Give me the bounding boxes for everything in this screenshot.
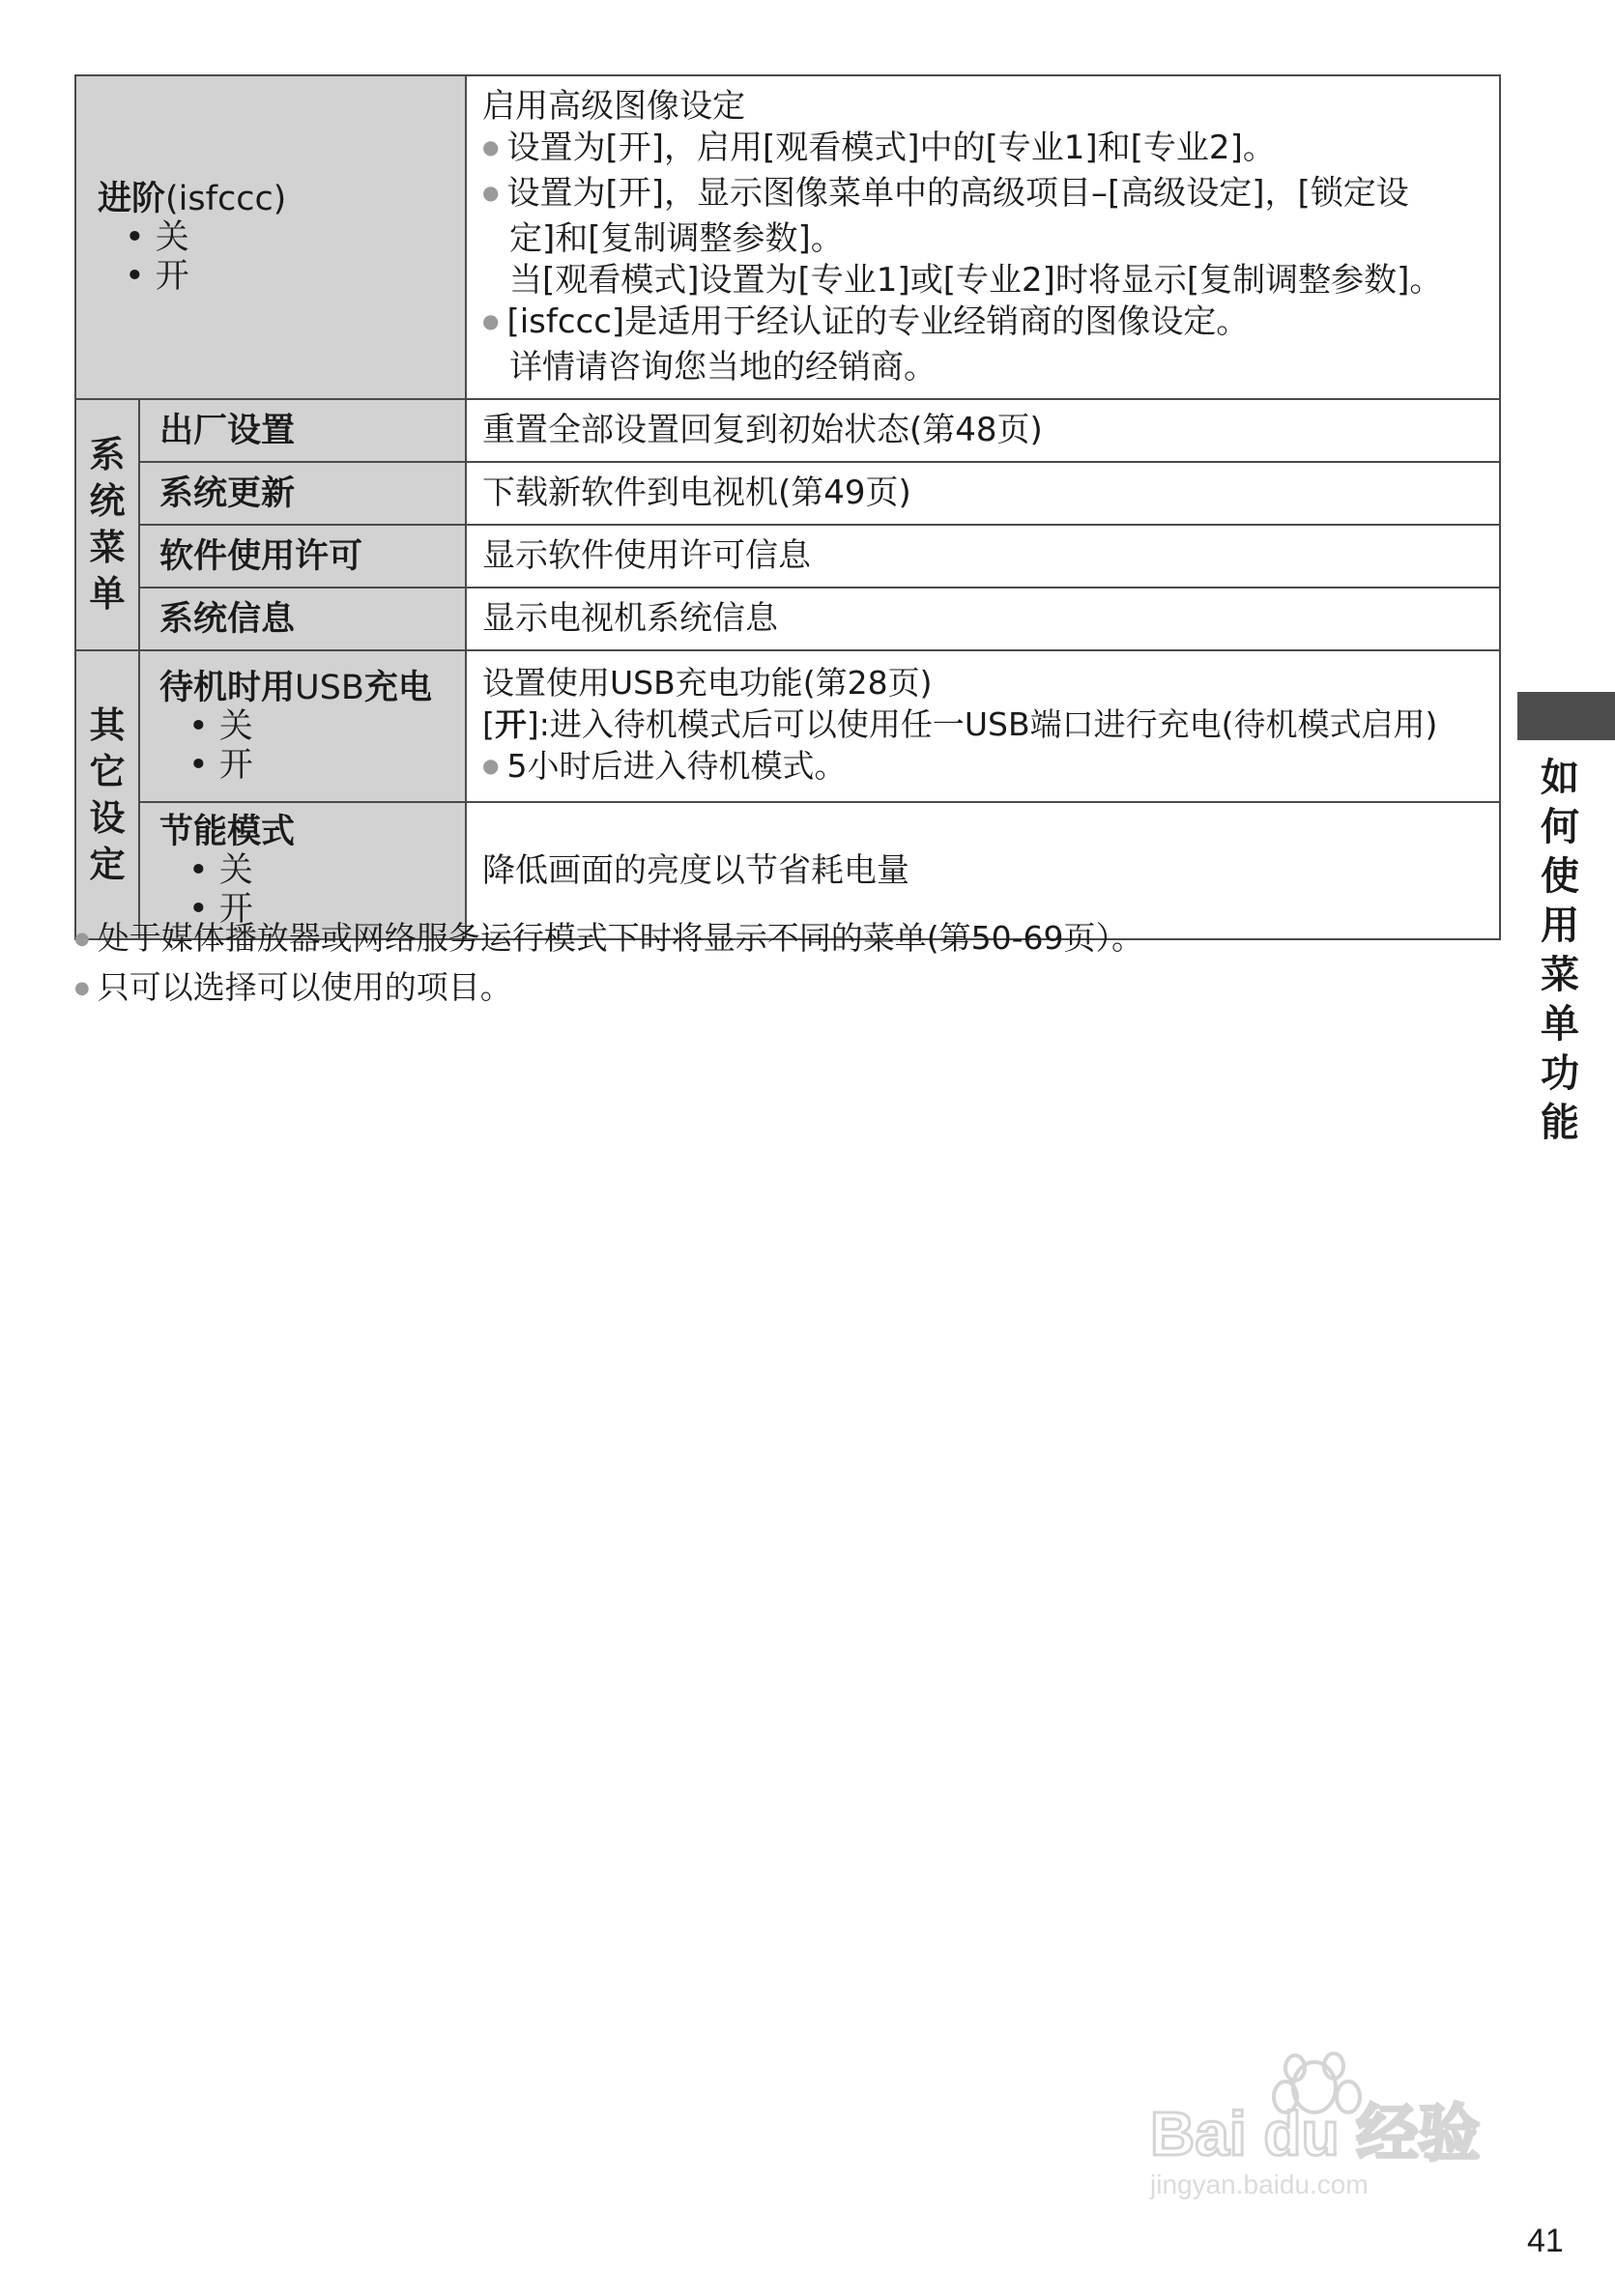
advanced-name-bold: 进阶	[98, 179, 166, 218]
usb-charge-desc-cell	[466, 650, 1500, 802]
advanced-option-on: • 开	[96, 257, 446, 296]
footnote-2: ● 只可以选择可以使用的项目。	[74, 965, 1143, 1015]
watermark-brand: Bai du 经验	[1150, 2099, 1481, 2168]
usb-charge-desc-line-2: [开]:进入待机模式后可以使用任一USB端口进行充电(待机模式启用)	[482, 704, 1438, 743]
advanced-desc-title: 启用高级图像设定	[482, 87, 745, 126]
usb-charge-desc-line-1: 设置使用USB充电功能(第28页)	[482, 663, 933, 702]
advanced-desc-bullet-1: ● 设置为[开]，启用[观看模式]中的[专业1]和[专业2]。	[482, 128, 1484, 173]
side-section-label: 如 何 使 用 菜 单 功 能	[1541, 756, 1579, 1145]
advanced-desc-bullet-2: ● 设置为[开]，显示图像菜单中的高级项目–[高级设定]，[锁定设	[482, 173, 1484, 218]
footnote-1: ● 处于媒体播放器或网络服务运行模式下时将显示不同的菜单(第50-69页）。	[74, 916, 1143, 965]
usb-charge-option-on: • 开	[159, 746, 446, 785]
advanced-desc-bullet-3-cont: 详情请咨询您当地的经销商。	[509, 348, 937, 387]
factory-reset-desc: 重置全部设置回复到初始状态(第48页)	[466, 399, 1500, 462]
advanced-item-name	[96, 180, 446, 218]
usb-charge-item-cell	[139, 650, 466, 802]
eco-mode-option-off: • 关	[159, 851, 446, 890]
eco-mode-option-on: • 开	[159, 890, 446, 929]
eco-mode-desc: 降低画面的亮度以节省耗电量	[466, 802, 1500, 939]
side-tab-marker	[1517, 692, 1615, 740]
menu-table	[74, 74, 1501, 940]
table-row-software-license	[75, 525, 1500, 588]
page-number: 41	[1527, 2223, 1564, 2259]
advanced-item-cell	[75, 75, 466, 399]
advanced-desc-cell	[466, 75, 1500, 399]
watermark-url: jingyan.baidu.com	[1150, 2169, 1369, 2199]
advanced-name-normal: (isfccc)	[165, 179, 287, 218]
system-update-name: 系统更新	[139, 462, 466, 525]
table-row-usb-charge	[75, 650, 1500, 802]
usb-charge-option-off: • 关	[159, 707, 446, 746]
footnotes	[74, 916, 1143, 1015]
system-group-label: 系 统 菜 单	[75, 399, 139, 650]
baidu-watermark	[1140, 2049, 1527, 2203]
system-info-name: 系统信息	[139, 588, 466, 650]
system-info-desc: 显示电视机系统信息	[466, 588, 1500, 650]
software-license-name: 软件使用许可	[139, 525, 466, 588]
advanced-desc-bullet-2-cont: 定]和[复制调整参数]。	[509, 219, 844, 258]
other-group-label: 其 它 设 定	[75, 650, 139, 939]
advanced-option-off: • 关	[96, 218, 446, 257]
eco-mode-name: 节能模式	[159, 813, 296, 851]
advanced-desc-bullet-3: ● [isfccc]是适用于经认证的专业经销商的图像设定。	[482, 301, 1484, 347]
software-license-desc: 显示软件使用许可信息	[466, 525, 1500, 588]
table-row-system-update	[75, 462, 1500, 525]
table-row-advanced	[75, 75, 1500, 399]
usb-charge-desc-bullet: ● 5小时后进入待机模式。	[482, 745, 1484, 791]
table-row-factory-reset	[75, 399, 1500, 462]
advanced-desc-bullet-2-note: 当[观看模式]设置为[专业1]或[专业2]时将显示[复制调整参数]。	[509, 261, 1443, 300]
table-row-system-info	[75, 588, 1500, 650]
system-update-desc: 下载新软件到电视机(第49页)	[466, 462, 1500, 525]
paw-icon	[1140, 2049, 1527, 2203]
factory-reset-name: 出厂设置	[139, 399, 466, 462]
usb-charge-name: 待机时用USB充电	[159, 668, 432, 707]
